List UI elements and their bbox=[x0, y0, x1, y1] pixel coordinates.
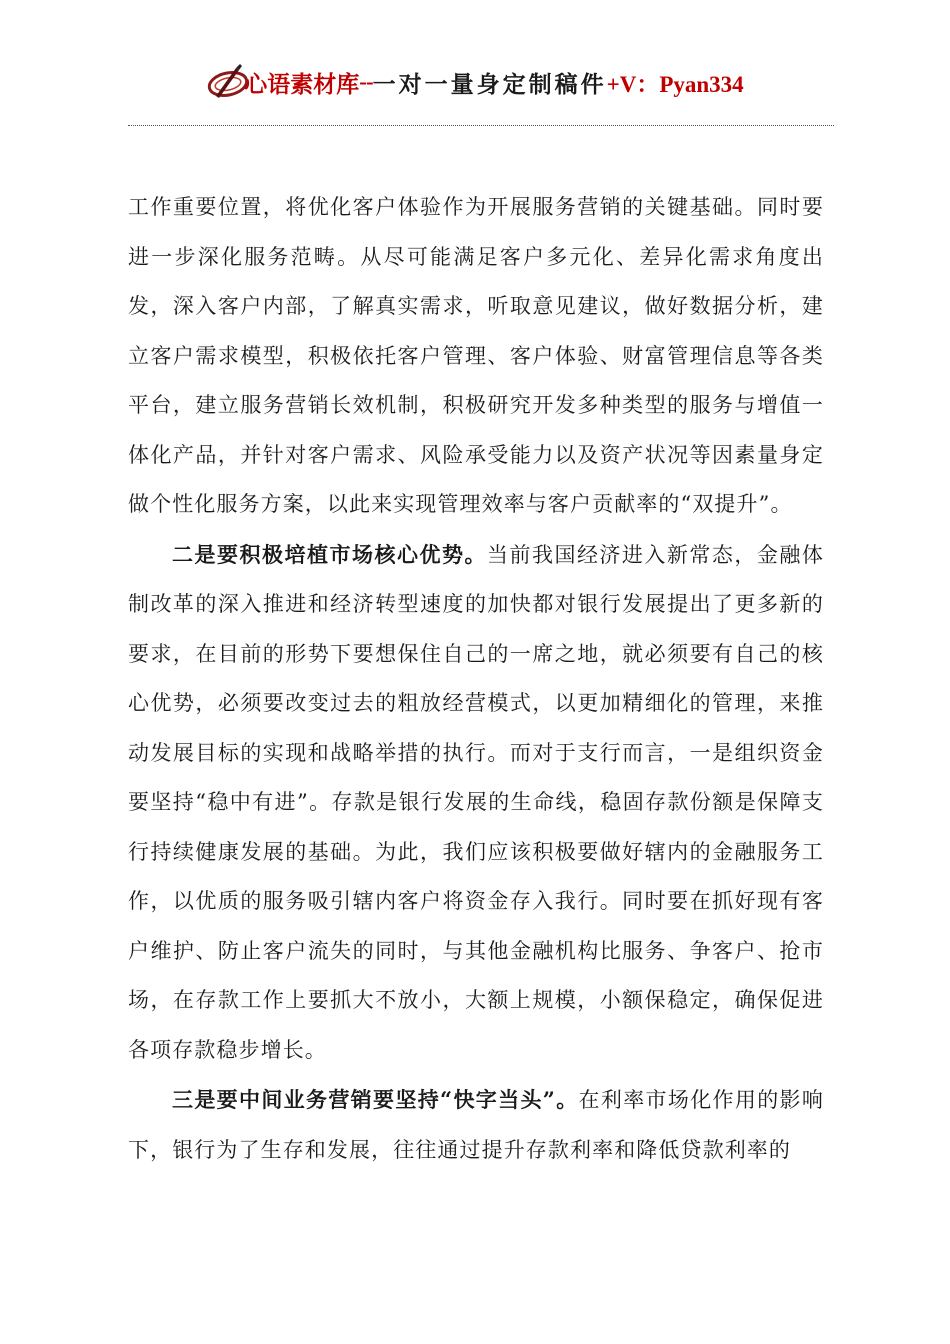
header-slogan: 一对一量身定制稿件 bbox=[372, 71, 607, 97]
header-contact: +V：Pyan334 bbox=[606, 71, 744, 97]
header-divider bbox=[128, 125, 834, 126]
paragraph-3 bbox=[128, 1075, 824, 1175]
paragraph-3-lead: 三是要中间业务营销要坚持“快字当头”。 bbox=[172, 1087, 579, 1112]
page-header bbox=[0, 60, 950, 104]
document-body bbox=[128, 183, 824, 1175]
paragraph-1-text: 工作重要位置，将优化客户体验作为开展服务营销的关键基础。同时要进一步深化服务范畴。从尽可能满足客户多元化、差异化需求角度出发，深入客户内部，了解真实需求，听取意见建议，做好数据分析，建立客户需求模型，积极依托客户管理、客户体验、财富管理信息等各类平台，建立服务营销长效机制，积极研究开发多种类型的服务与增值一体化产品，并针对客户需求、风险承受能力以及资产状况等因素量身定做个性化服务方案，以此来实现管理效率与客户贡献率的“双提升”。 bbox=[128, 195, 824, 516]
paragraph-1 bbox=[128, 183, 824, 530]
header-separator: -- bbox=[359, 69, 373, 94]
paragraph-3-text: 在利率市场化作用的影响下，银行为了生存和发展，往往通过提升存款利率和降低贷款利率的 bbox=[128, 1088, 824, 1162]
site-name: 心语素材库 bbox=[244, 71, 360, 97]
paragraph-2 bbox=[128, 530, 824, 1076]
paragraph-2-text: 当前我国经济进入新常态，金融体制改革的深入推进和经济转型速度的加快都对银行发展提出了更多新的要求，在目前的形势下要想保住自己的一席之地，就必须要有自己的核心优势，必须要改变过去的粗放经营模式，以更加精细化的管理，来推动发展目标的实现和战略举措的执行。而对于支行而言，一是组织资金要坚持“稳中有进”。存款是银行发展的生命线，稳固存款份额是保障支行持续健康发展的基础。为此，我们应该积极要做好辖内的金融服务工作，以优质的服务吸引辖内客户将资金存入我行。同时要在抓好现有客户维护、防止客户流失的同时，与其他金融机构比服务、争客户、抢市场，在存款工作上要抓大不放小，大额上规模，小额保稳定，确保促进各项存款稳步增长。 bbox=[128, 542, 824, 1062]
paragraph-2-lead: 二是要积极培植市场核心优势。 bbox=[172, 541, 487, 567]
